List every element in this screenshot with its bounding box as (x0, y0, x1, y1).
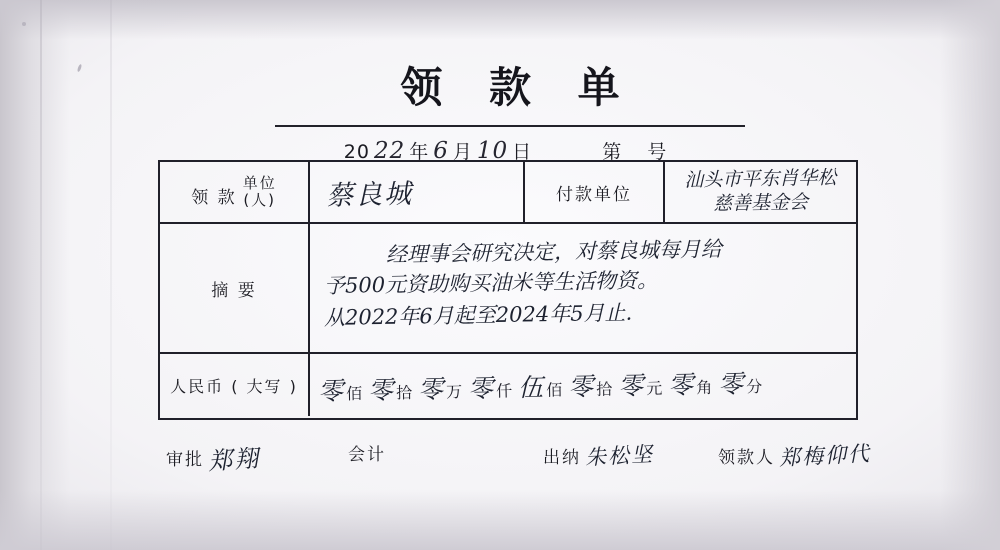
signature-row (158, 432, 898, 492)
payer-label-cell: 付款单位 (525, 162, 665, 222)
date-year-prefix: 20 (343, 141, 370, 163)
paper-fold-line (40, 0, 42, 550)
payer-handwriting-line-2: 慈善基金会 (712, 191, 809, 215)
summary-label-cell: 摘 要 (160, 224, 310, 352)
receipt-table (158, 160, 858, 420)
amount-digit-handwriting: 伍 (517, 372, 544, 403)
paper-shadow-bottom (0, 490, 1000, 550)
payer-value-cell (665, 162, 856, 222)
amount-digit-handwriting: 零 (467, 373, 494, 404)
amount-digit-handwriting: 零 (617, 371, 644, 401)
amount-digit-cell (518, 367, 563, 404)
payee-value-cell (310, 162, 525, 222)
payee-label-unit: 单位 (242, 173, 277, 192)
amount-unit-label: 角 (696, 377, 713, 398)
table-row (160, 354, 856, 416)
amount-unit-label: 佰 (345, 383, 363, 404)
approver-signature: 郑翔 (207, 444, 262, 476)
receiver-label: 领款人 (718, 447, 775, 468)
paper-shadow-top (0, 0, 1000, 40)
cashier-label: 出纳 (543, 447, 581, 468)
payee-label-cell (160, 162, 310, 222)
payee-label-main: 领 款 (191, 187, 237, 208)
summary-handwriting-line-3: 从2022年6月起至2024年5月止. (323, 300, 633, 330)
amount-unit-label: 拾 (395, 383, 413, 403)
amount-digit-handwriting: 零 (317, 376, 344, 406)
payee-label-person: (人) (243, 191, 277, 209)
paper-shadow-right (940, 0, 1000, 550)
date-month-value: 6 (433, 138, 449, 164)
form-header (150, 55, 870, 167)
paper-fold-line (110, 0, 112, 550)
title-underline (275, 125, 745, 127)
amount-label-cell: 人民币 ( 大写 ) (160, 354, 310, 416)
amount-unit-label: 分 (746, 376, 763, 397)
receiver-field (718, 440, 871, 470)
amount-unit-label: 拾 (596, 379, 613, 399)
date-month-label: 月 (452, 141, 473, 163)
date-day-value: 10 (476, 138, 509, 164)
paper-speck (22, 22, 26, 26)
summary-handwriting-line-1: 经理事会研究决定，对蔡良城每月给 (385, 237, 723, 267)
accountant-label: 会计 (348, 445, 386, 465)
amount-digit-handwriting: 零 (667, 370, 694, 400)
summary-handwriting-line-2: 予500元资助购买油米等生活物资。 (323, 267, 659, 298)
amount-value-cell (310, 354, 856, 416)
amount-digit-cell (418, 369, 463, 406)
amount-unit-label: 仟 (496, 381, 513, 401)
page-title: 领 款 单 (400, 63, 636, 112)
amount-unit-label: 万 (446, 382, 463, 402)
amount-digit-cell (668, 365, 713, 402)
payer-handwriting-line-1: 汕头市平东肖华松 (684, 166, 837, 192)
amount-digit-handwriting: 零 (718, 369, 744, 399)
amount-unit-label: 佰 (546, 380, 563, 400)
table-row (160, 162, 856, 224)
approver-field (166, 440, 260, 475)
accountant-field (348, 440, 390, 465)
summary-value-cell (310, 224, 856, 352)
amount-digit-cell (718, 364, 763, 401)
cashier-signature: 朱松坚 (584, 442, 655, 470)
cashier-field (543, 440, 654, 470)
document-number-label: 第 号 (602, 141, 677, 163)
date-day-label: 日 (512, 141, 533, 163)
date-year-label: 年 (409, 141, 430, 163)
amount-digit-handwriting: 零 (567, 371, 594, 402)
date-year-value: 22 (373, 138, 406, 164)
amount-in-words-row (318, 362, 857, 407)
paper-shadow-left (0, 0, 70, 550)
approver-label: 审批 (166, 450, 204, 470)
table-row (160, 224, 856, 354)
amount-digit-cell (318, 371, 363, 408)
amount-digit-cell (618, 366, 663, 403)
amount-digit-cell (368, 370, 413, 407)
amount-digit-handwriting: 零 (367, 375, 394, 405)
receiver-signature: 郑梅仰代 (778, 441, 872, 471)
amount-digit-cell (468, 368, 513, 405)
amount-digit-cell (568, 367, 613, 404)
amount-unit-label: 元 (646, 378, 663, 398)
payee-name-handwriting: 蔡良城 (325, 178, 414, 212)
amount-digit-handwriting: 零 (417, 374, 444, 404)
